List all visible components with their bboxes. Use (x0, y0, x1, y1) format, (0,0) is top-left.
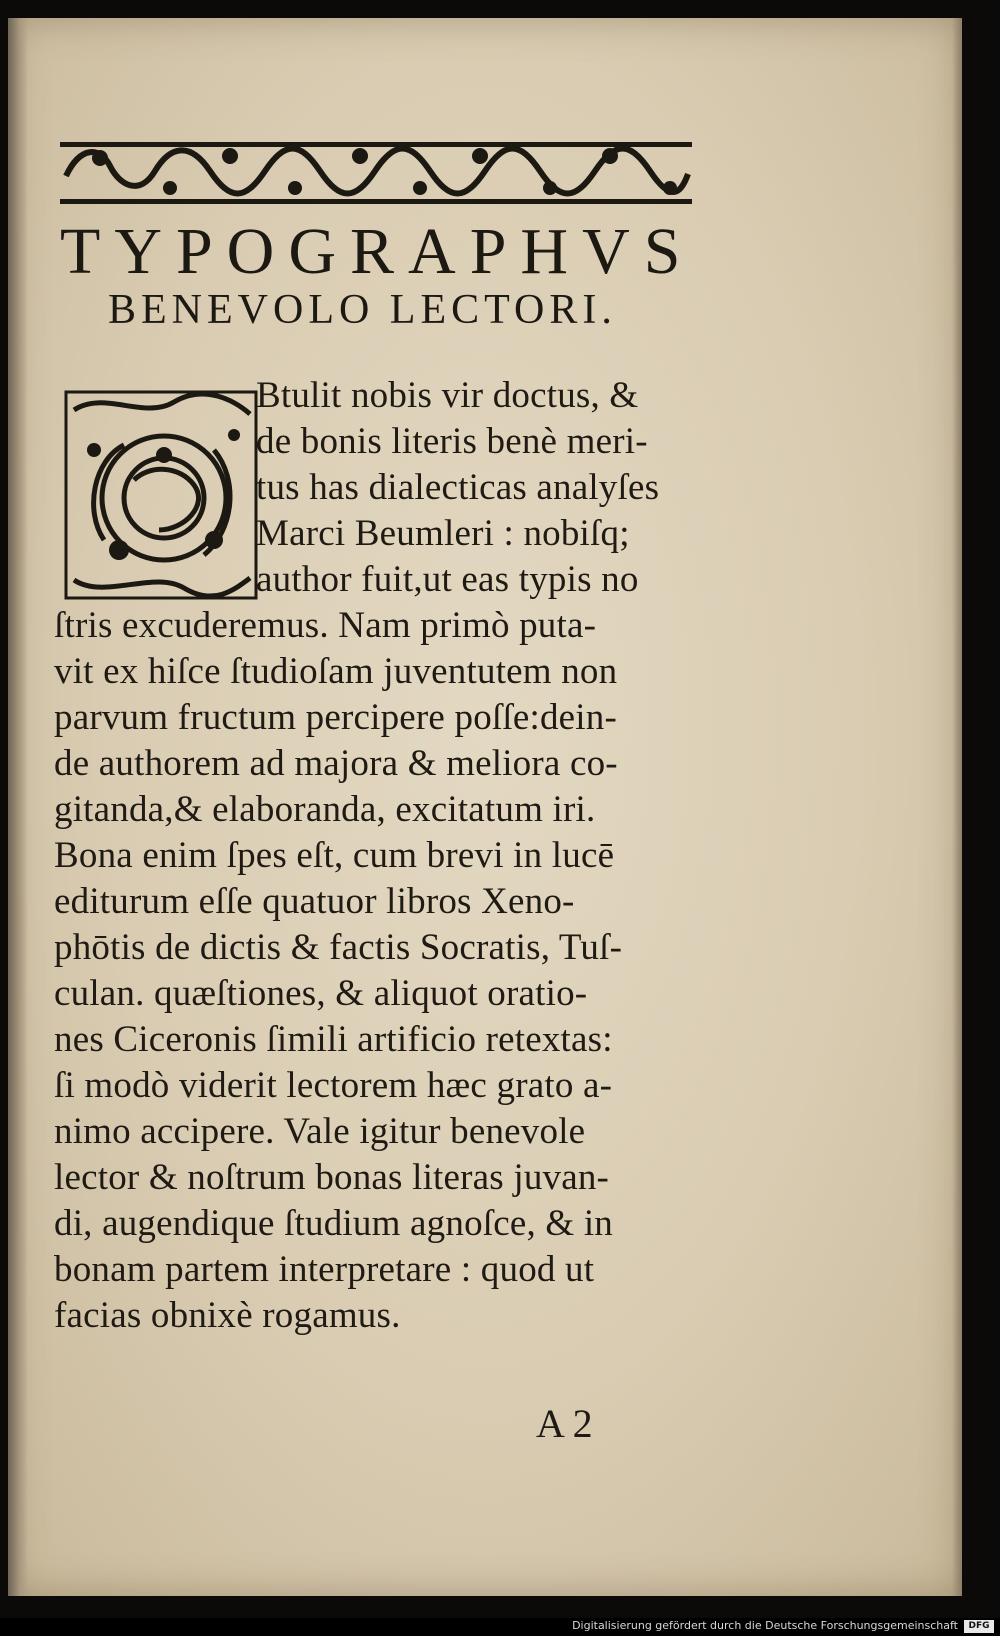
text-line: phōtis de dictis & factis Socratis, Tuſ- (54, 927, 623, 968)
text-line: ſi modò viderit lectorem hæc grato a- (54, 1065, 613, 1106)
text-line: nimo accipere. Vale igitur benevole (54, 1111, 586, 1152)
signature-mark: A 2 (536, 1401, 593, 1446)
text-line: lector & noſtrum bonas literas juvan- (54, 1157, 610, 1198)
text-line: Btulit nobis vir doctus, & (256, 375, 639, 416)
text-line: gitanda,& elaboranda, excitatum iri. (54, 789, 596, 830)
headpiece-ornament (60, 136, 692, 210)
heading-subtitle: BENEVOLO LECTORI. (108, 287, 617, 333)
dfg-logo-icon: DFG (964, 1620, 994, 1633)
text-line: editurum eſſe quatuor libros Xeno- (54, 881, 575, 922)
text-line: parvum fructum percipere poſſe:dein- (54, 697, 617, 738)
text-line: de authorem ad majora & meliora co- (54, 743, 618, 784)
text-line: Marci Beumleri : nobiſq; (256, 513, 630, 554)
book-page (8, 18, 962, 1596)
footer-bar (0, 1618, 1000, 1636)
heading-title: TYPOGRAPHVS (60, 215, 695, 288)
text-line: bonam partem interpretare : quod ut (54, 1249, 595, 1290)
text-line: vit ex hiſce ſtudioſam juventutem non (54, 651, 618, 692)
decorated-initial-letter (64, 390, 258, 600)
text-line: tus has dialecticas analyſes (256, 467, 660, 508)
funding-credit: Digitalisierung gefördert durch die Deutsche Forschungsgemeinschaft (572, 1619, 958, 1632)
text-line: Bona enim ſpes eſt, cum brevi in lucē (54, 835, 615, 876)
text-line: di, augendique ſtudium agnoſce, & in (54, 1203, 614, 1244)
text-line: author fuit,ut eas typis no (256, 559, 639, 600)
page-edge-shadow (952, 18, 962, 1596)
page-gutter-shadow (8, 18, 28, 1596)
text-line: culan. quæſtiones, & aliquot oratio- (54, 973, 588, 1014)
text-line: facias obnixè rogamus. (54, 1295, 401, 1336)
text-line: ſtris excuderemus. Nam primò puta- (54, 605, 597, 646)
text-line: nes Ciceronis ſimili artificio retextas: (54, 1019, 613, 1060)
text-line: de bonis literis benè meri- (256, 421, 648, 462)
